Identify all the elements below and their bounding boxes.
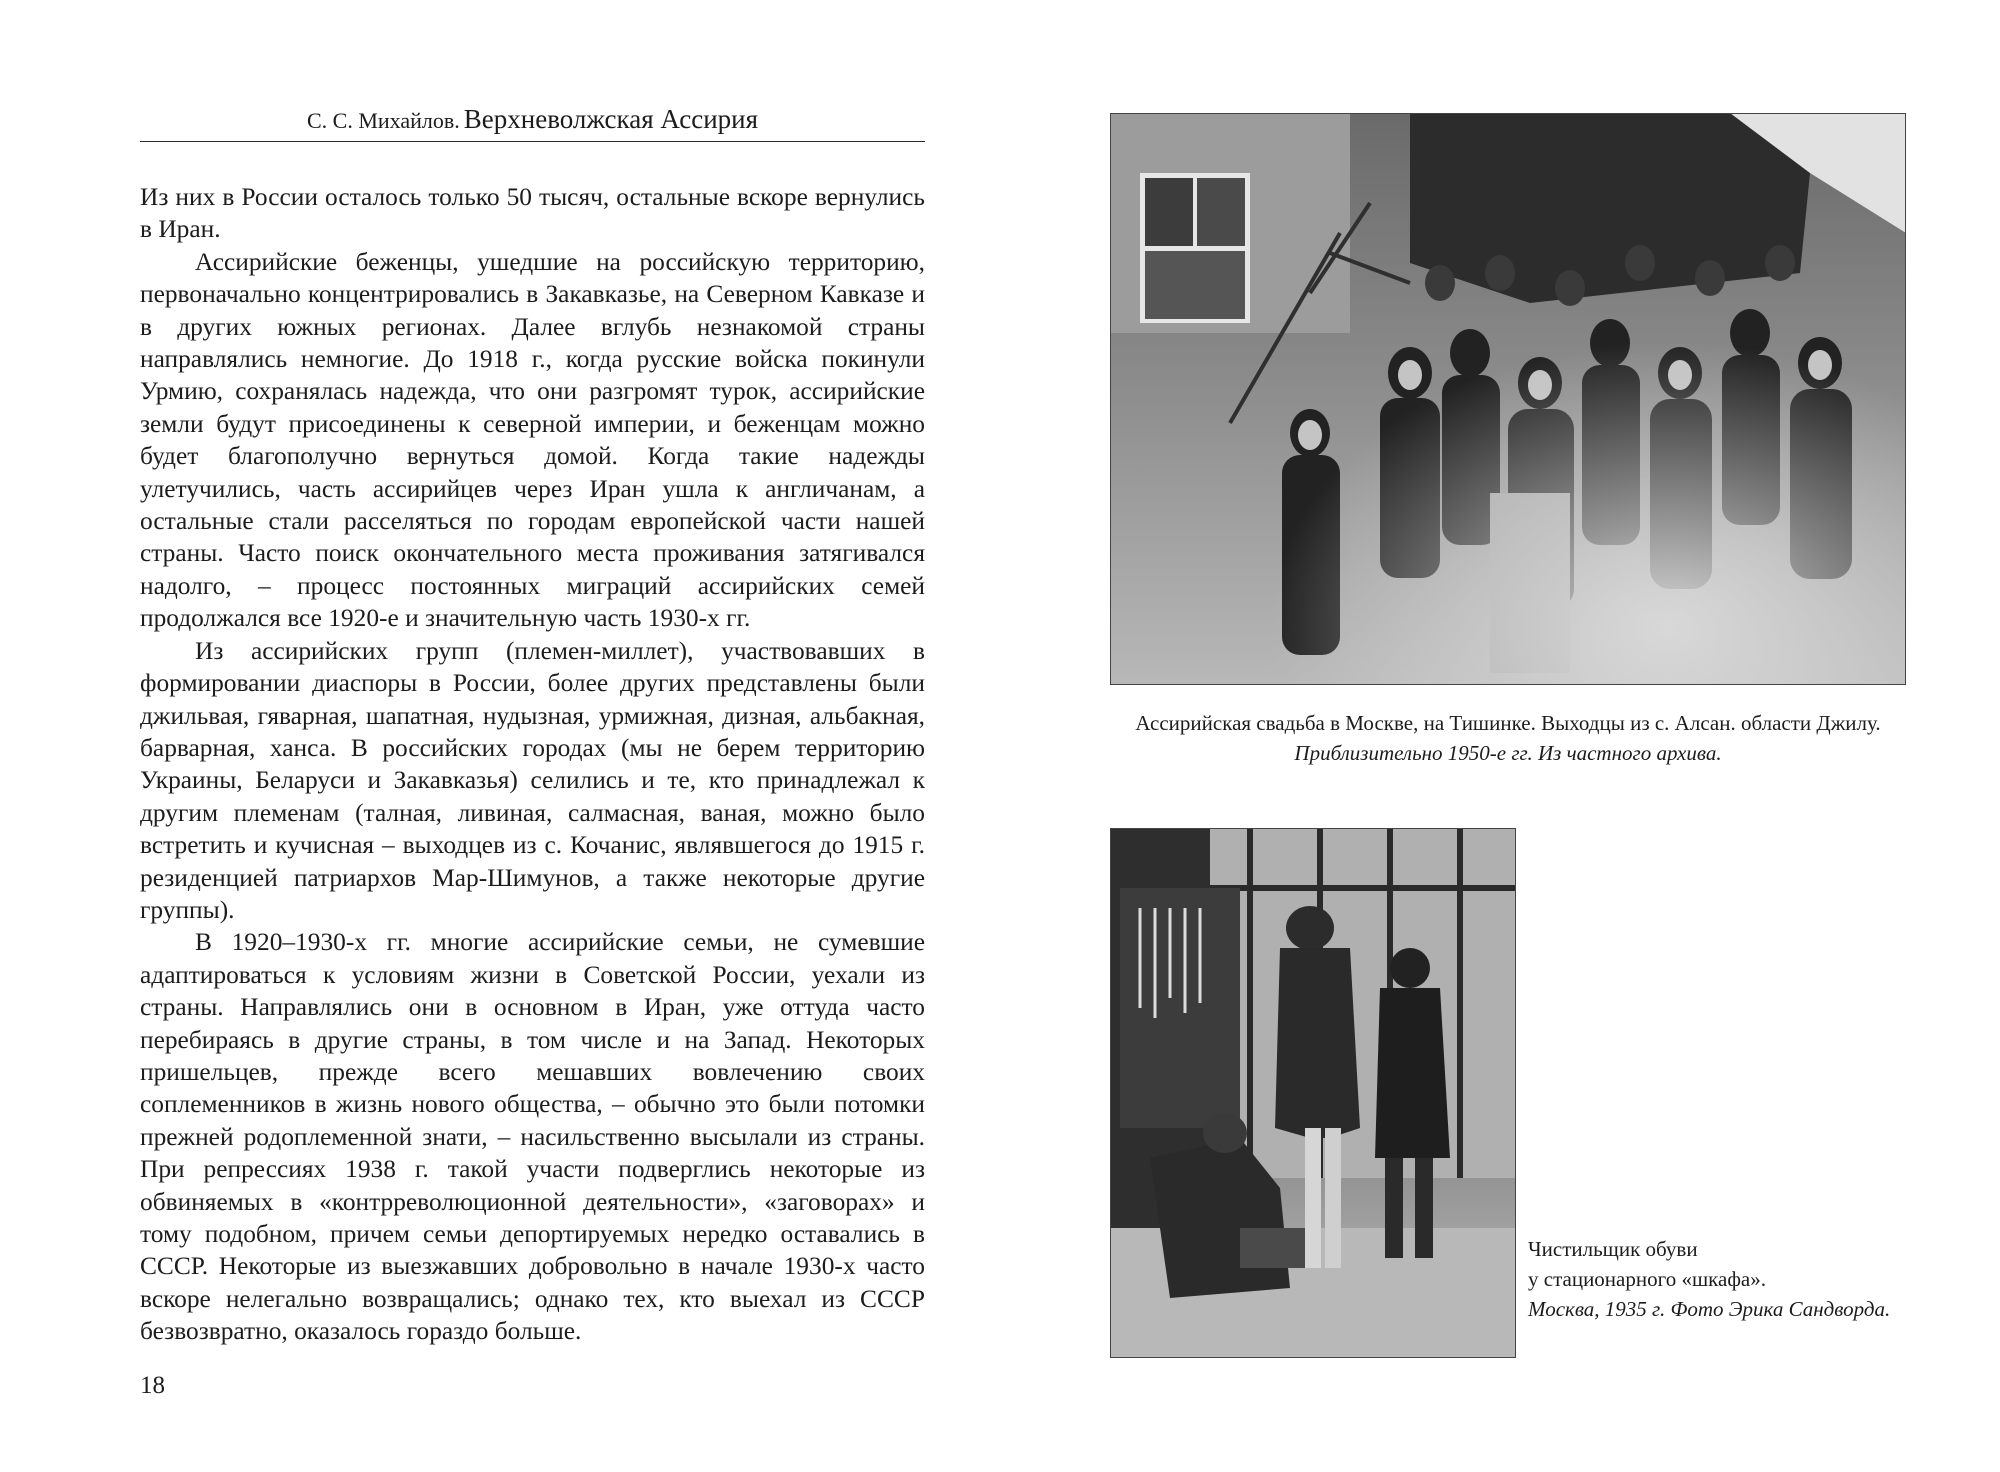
page-number: 18: [140, 1372, 165, 1399]
shoeshine-caption: [1528, 1234, 1968, 1324]
header-author: С. С. Михайлов.: [306, 108, 460, 133]
shoeshine-caption-text: у стационарного «шкафа».: [1528, 1267, 1766, 1291]
wedding-photo: [1110, 113, 1906, 685]
right-page: [1000, 0, 2000, 1472]
paragraph: Ассирийские беженцы, ушедшие на российскую территорию, первоначально концентрировались в Закавказье, на Северном Кавказе и в других южных регионах. Далее вглубь незнакомой страны направлялись немногие. До 1918 г., когда русские войска покинули Урмию, сохранялась надежда, что они разгромят турок, ассирийские земли будут присоединены к северной империи, и беженцам можно будет благополучно вернуться домой. Когда такие надежды улетучились, часть ассирийцев через Иран ушла к англичанам, а остальные стали расселяться по городам европейской части нашей страны. Часто поиск окончательного места проживания затягивался надолго, – процесс постоянных миграций ассирийских семей продолжался все 1920-е и значительную часть 1930-х гг.: [140, 247, 925, 633]
shoeshine-photo: [1110, 828, 1516, 1358]
body-text: [140, 181, 925, 1348]
paragraph: Из них в России осталось только 50 тысяч, остальные вскоре вернулись в Иран.: [140, 183, 925, 244]
wedding-caption: [1090, 708, 1926, 768]
paragraph: Из ассирийских групп (племен-миллет), участвовавших в формировании диаспоры в России, более других представлены были джильвая, гяварная, шапатная, нудызная, урмижная, дизная, альбакная, барварная, ханса. В российских городах (мы не берем территорию Украины, Беларуси и Закавказья) селились и те, кто принадлежал к другим племенам (талная, ливиная, салмасная, ваная, можно было встретить и кучисная – выходцев из с. Кочанис, являвшегося до 1915 г. резиденцией патриархов Мар-Шимунов, а также некоторые другие группы).: [140, 636, 925, 924]
running-header: [140, 104, 925, 135]
wedding-caption-source: Приблизительно 1950-е гг. Из частного архива.: [1294, 741, 1722, 765]
header-book-title: Верхневолжская Ассирия: [463, 104, 759, 134]
shoeshine-caption-title: Чистильщик обуви: [1528, 1237, 1698, 1261]
shoeshine-photo-image: [1110, 828, 1516, 1358]
paragraph: В 1920–1930-х гг. многие ассирийские семьи, не сумевшие адаптироваться к условиям жизни в Советской России, уехали из страны. Направлялись они в основном в Иран, уже оттуда часто перебираясь в другие страны, в том числе и на Запад. Некоторых пришельцев, прежде всего мешавших вовлечению своих соплеменников в жизнь нового общества, – обычно это были потомки прежней родоплеменной знати, – насильственно высылали из страны. При репрессиях 1938 г. такой участи подверглись некоторые из обвиняемых в «контрреволюционной деятельности», «заговорах» и тому подобном, причем семьи депортируемых нередко оставались в СССР. Некоторые из выезжавших добровольно в начале 1930-х часто вскоре нелегально возвращались; однако тех, кто выехал из СССР безвозвратно, оказалось гораздо больше.: [140, 928, 925, 1346]
wedding-photo-image: [1110, 113, 1906, 685]
shoeshine-caption-source: Москва, 1935 г. Фото Эрика Сандворда.: [1528, 1297, 1891, 1321]
wedding-caption-text: Ассирийская свадьба в Москве, на Тишинке. Выходцы из с. Алсан. области Джилу.: [1135, 711, 1881, 735]
header-rule: [140, 141, 925, 142]
